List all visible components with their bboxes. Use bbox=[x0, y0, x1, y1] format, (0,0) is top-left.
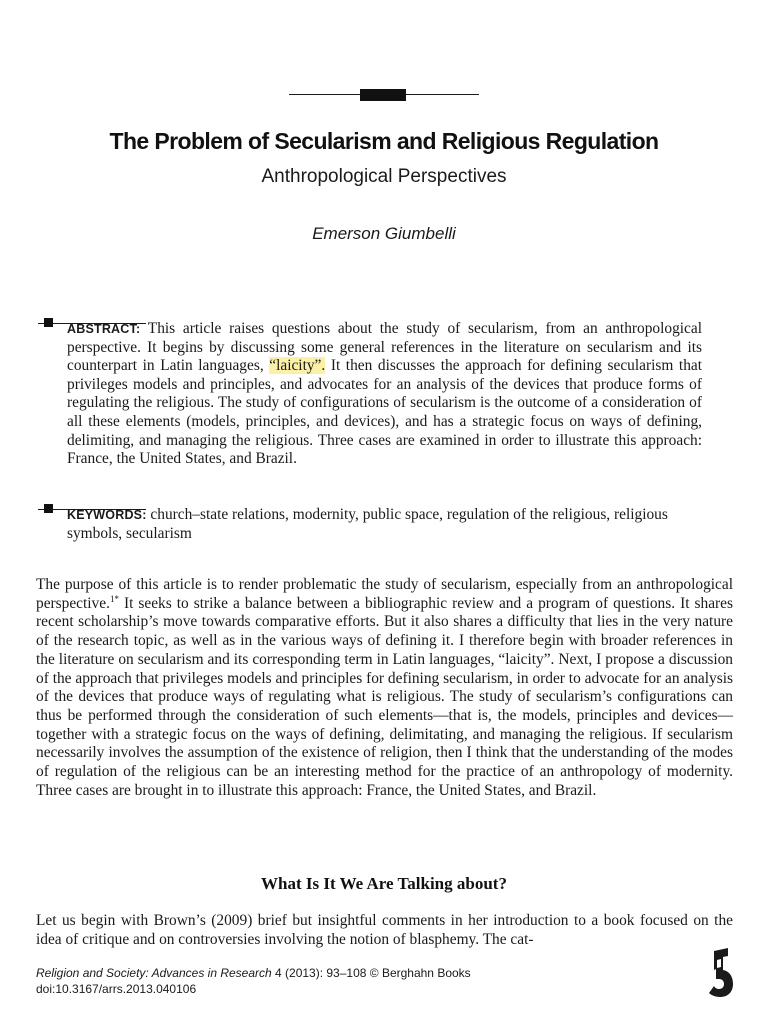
keywords-text: church–state relations, modernity, public space, regulation of the religious, religious symbols, secularism bbox=[67, 506, 668, 542]
page-footer bbox=[36, 965, 636, 997]
abstract-label: ABSTRACT: bbox=[67, 322, 141, 336]
intro-paragraph bbox=[36, 576, 733, 800]
journal-name: Religion and Society: Advances in Research bbox=[36, 966, 272, 980]
citation-details: 4 (2013): 93–108 © Berghahn Books bbox=[271, 966, 471, 980]
article-title: The Problem of Secularism and Religious Regulation bbox=[109, 128, 659, 154]
section-heading: What Is It We Are Talking about? bbox=[261, 874, 507, 893]
keywords-block bbox=[67, 506, 707, 543]
abstract-highlight[interactable]: “laicity”. bbox=[269, 357, 326, 375]
intro-text-end: It seeks to strike a balance between a bibliographic review and a program of questions. It shares recent scholarship’s move towards comparative efforts. But it also shares a difficulty that lies in the very nature of the research topic, as well as in the various ways of defining it. I therefore begin with broader references in the literature on secularism and its corresponding term in Latin languages, “laicity”. Next, I propose a discussion of the approach that privileges models and principles for defining secularism, in order to advocate for an analysis of the devices that produce ways of regulating what is religious. The study of secularism’s configurations can thus be performed through the consideration of such elements—that is, the models, principles and devices—together with a strategic focus on the ways of defining, delimitating, and managing the religious. If secularism necessarily involves the assumption of the existence of religion, then I think that the understanding of the modes of regulation of the religious can be an interesting method for the practice of an anthropology of modernity. Three cases are brought in to illustrate this approach: France, the United States, and Brazil. bbox=[36, 594, 733, 799]
keywords-label: KEYWORDS: bbox=[67, 508, 147, 522]
title-ornament bbox=[289, 89, 479, 101]
footnote-marker[interactable]: 1* bbox=[109, 593, 119, 604]
abstract-text-end: It then discusses the approach for defining secularism that privileges models and principles, and advocates for an analysis of the devices that produce forms of regulating the religious. The study of configurations of secularism is the outcome of a consideration of all these elements (models, principles, and devices), and has a strategic focus on ways of defining, delimiting, and managing the religious. Three cases are examined in order to illustrate this approach: France, the United States, and Brazil. bbox=[67, 357, 702, 468]
citation-line bbox=[36, 965, 636, 981]
publisher-logo-icon bbox=[708, 948, 734, 998]
body-paragraph: Let us begin with Brown’s (2009) brief but insightful comments in her introduction to a book focused on the idea of critique and on controversies involving the notion of blasphemy. The cat- bbox=[36, 912, 733, 948]
article-subtitle: Anthropological Perspectives bbox=[261, 166, 507, 187]
abstract-text-start: This article raises questions about the study of secularism, from an anthropological perspective. It begins by discussing some general references in the literature on secularism and its counterpart in Latin languages, bbox=[67, 320, 702, 375]
abstract-block bbox=[67, 320, 702, 469]
article-author: Emerson Giumbelli bbox=[312, 224, 456, 243]
intro-text-start: The purpose of this article is to render problematic the study of secularism, especially from an anthropological perspective. bbox=[36, 576, 733, 612]
doi[interactable]: doi:10.3167/arrs.2013.040106 bbox=[36, 982, 197, 996]
